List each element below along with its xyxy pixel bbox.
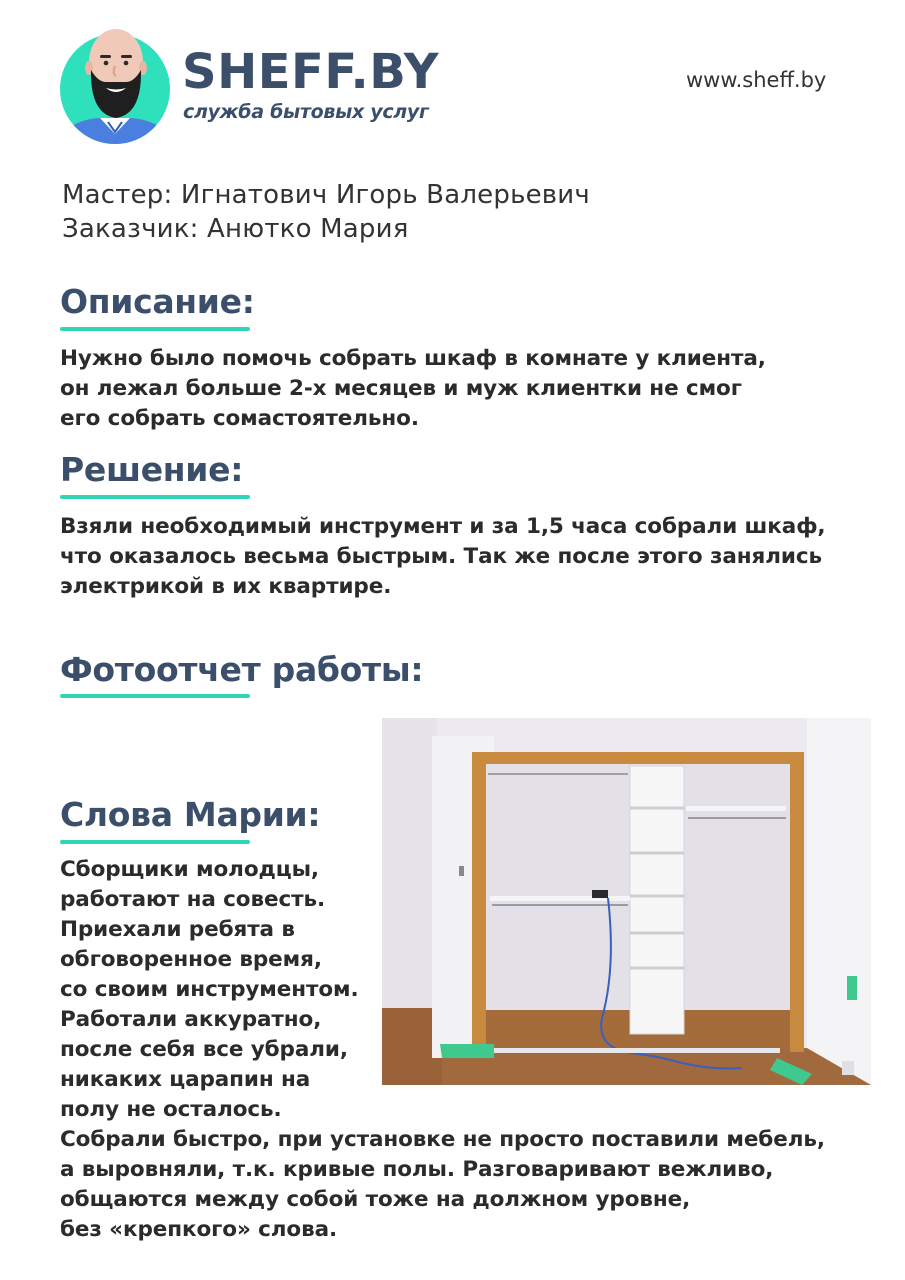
review-text	[60, 855, 825, 1245]
review-line: никаких царапин на	[60, 1067, 311, 1092]
description-line: его собрать сомастоятельно.	[60, 406, 419, 431]
solution-line: что оказалось весьма быстрым. Так же после этого занялись	[60, 544, 822, 569]
brand-name: SHEFF.BY	[182, 44, 440, 100]
review-line: а выровняли, т.к. кривые полы. Разговаривают вежливо,	[60, 1157, 774, 1182]
site-url-link[interactable]: www.sheff.by	[686, 68, 827, 92]
photo-report-underline	[60, 694, 250, 698]
solution-line: электрикой в их квартире.	[60, 574, 392, 599]
review-line: Работали аккуратно,	[60, 1007, 322, 1032]
review-line: общаются между собой тоже на должном уровне,	[60, 1187, 691, 1212]
review-line: со своим инструментом.	[60, 977, 359, 1002]
solution-line: Взяли необходимый инструмент и за 1,5 часа собрали шкаф,	[60, 514, 826, 539]
client-name: Заказчик: Анютко Мария	[62, 214, 409, 244]
description-text	[60, 344, 766, 434]
review-line: Собрали быстро, при установке не просто поставили мебель,	[60, 1127, 825, 1152]
solution-underline	[60, 495, 250, 499]
review-line: работают на совесть.	[60, 887, 326, 912]
description-line: он лежал больше 2-х месяцев и муж клиентки не смог	[60, 376, 742, 401]
review-line: обговоренное время,	[60, 947, 322, 972]
description-underline	[60, 327, 250, 331]
logo-avatar-icon	[60, 22, 170, 144]
review-underline	[60, 840, 250, 844]
review-heading: Слова Марии:	[60, 795, 321, 834]
brand-tagline: служба бытовых услуг	[183, 101, 429, 123]
solution-text	[60, 512, 826, 602]
review-line: полу не осталось.	[60, 1097, 282, 1122]
description-heading: Описание:	[60, 282, 255, 321]
description-line: Нужно было помочь собрать шкаф в комнате у клиента,	[60, 346, 766, 371]
master-name: Мастер: Игнатович Игорь Валерьевич	[62, 180, 590, 210]
review-line: без «крепкого» слова.	[60, 1217, 338, 1242]
review-line: после себя все убрали,	[60, 1037, 348, 1062]
solution-heading: Решение:	[60, 450, 244, 489]
photo-report-heading: Фотоотчет работы:	[60, 650, 424, 689]
review-line: Приехали ребята в	[60, 917, 295, 942]
review-line: Сборщики молодцы,	[60, 857, 319, 882]
